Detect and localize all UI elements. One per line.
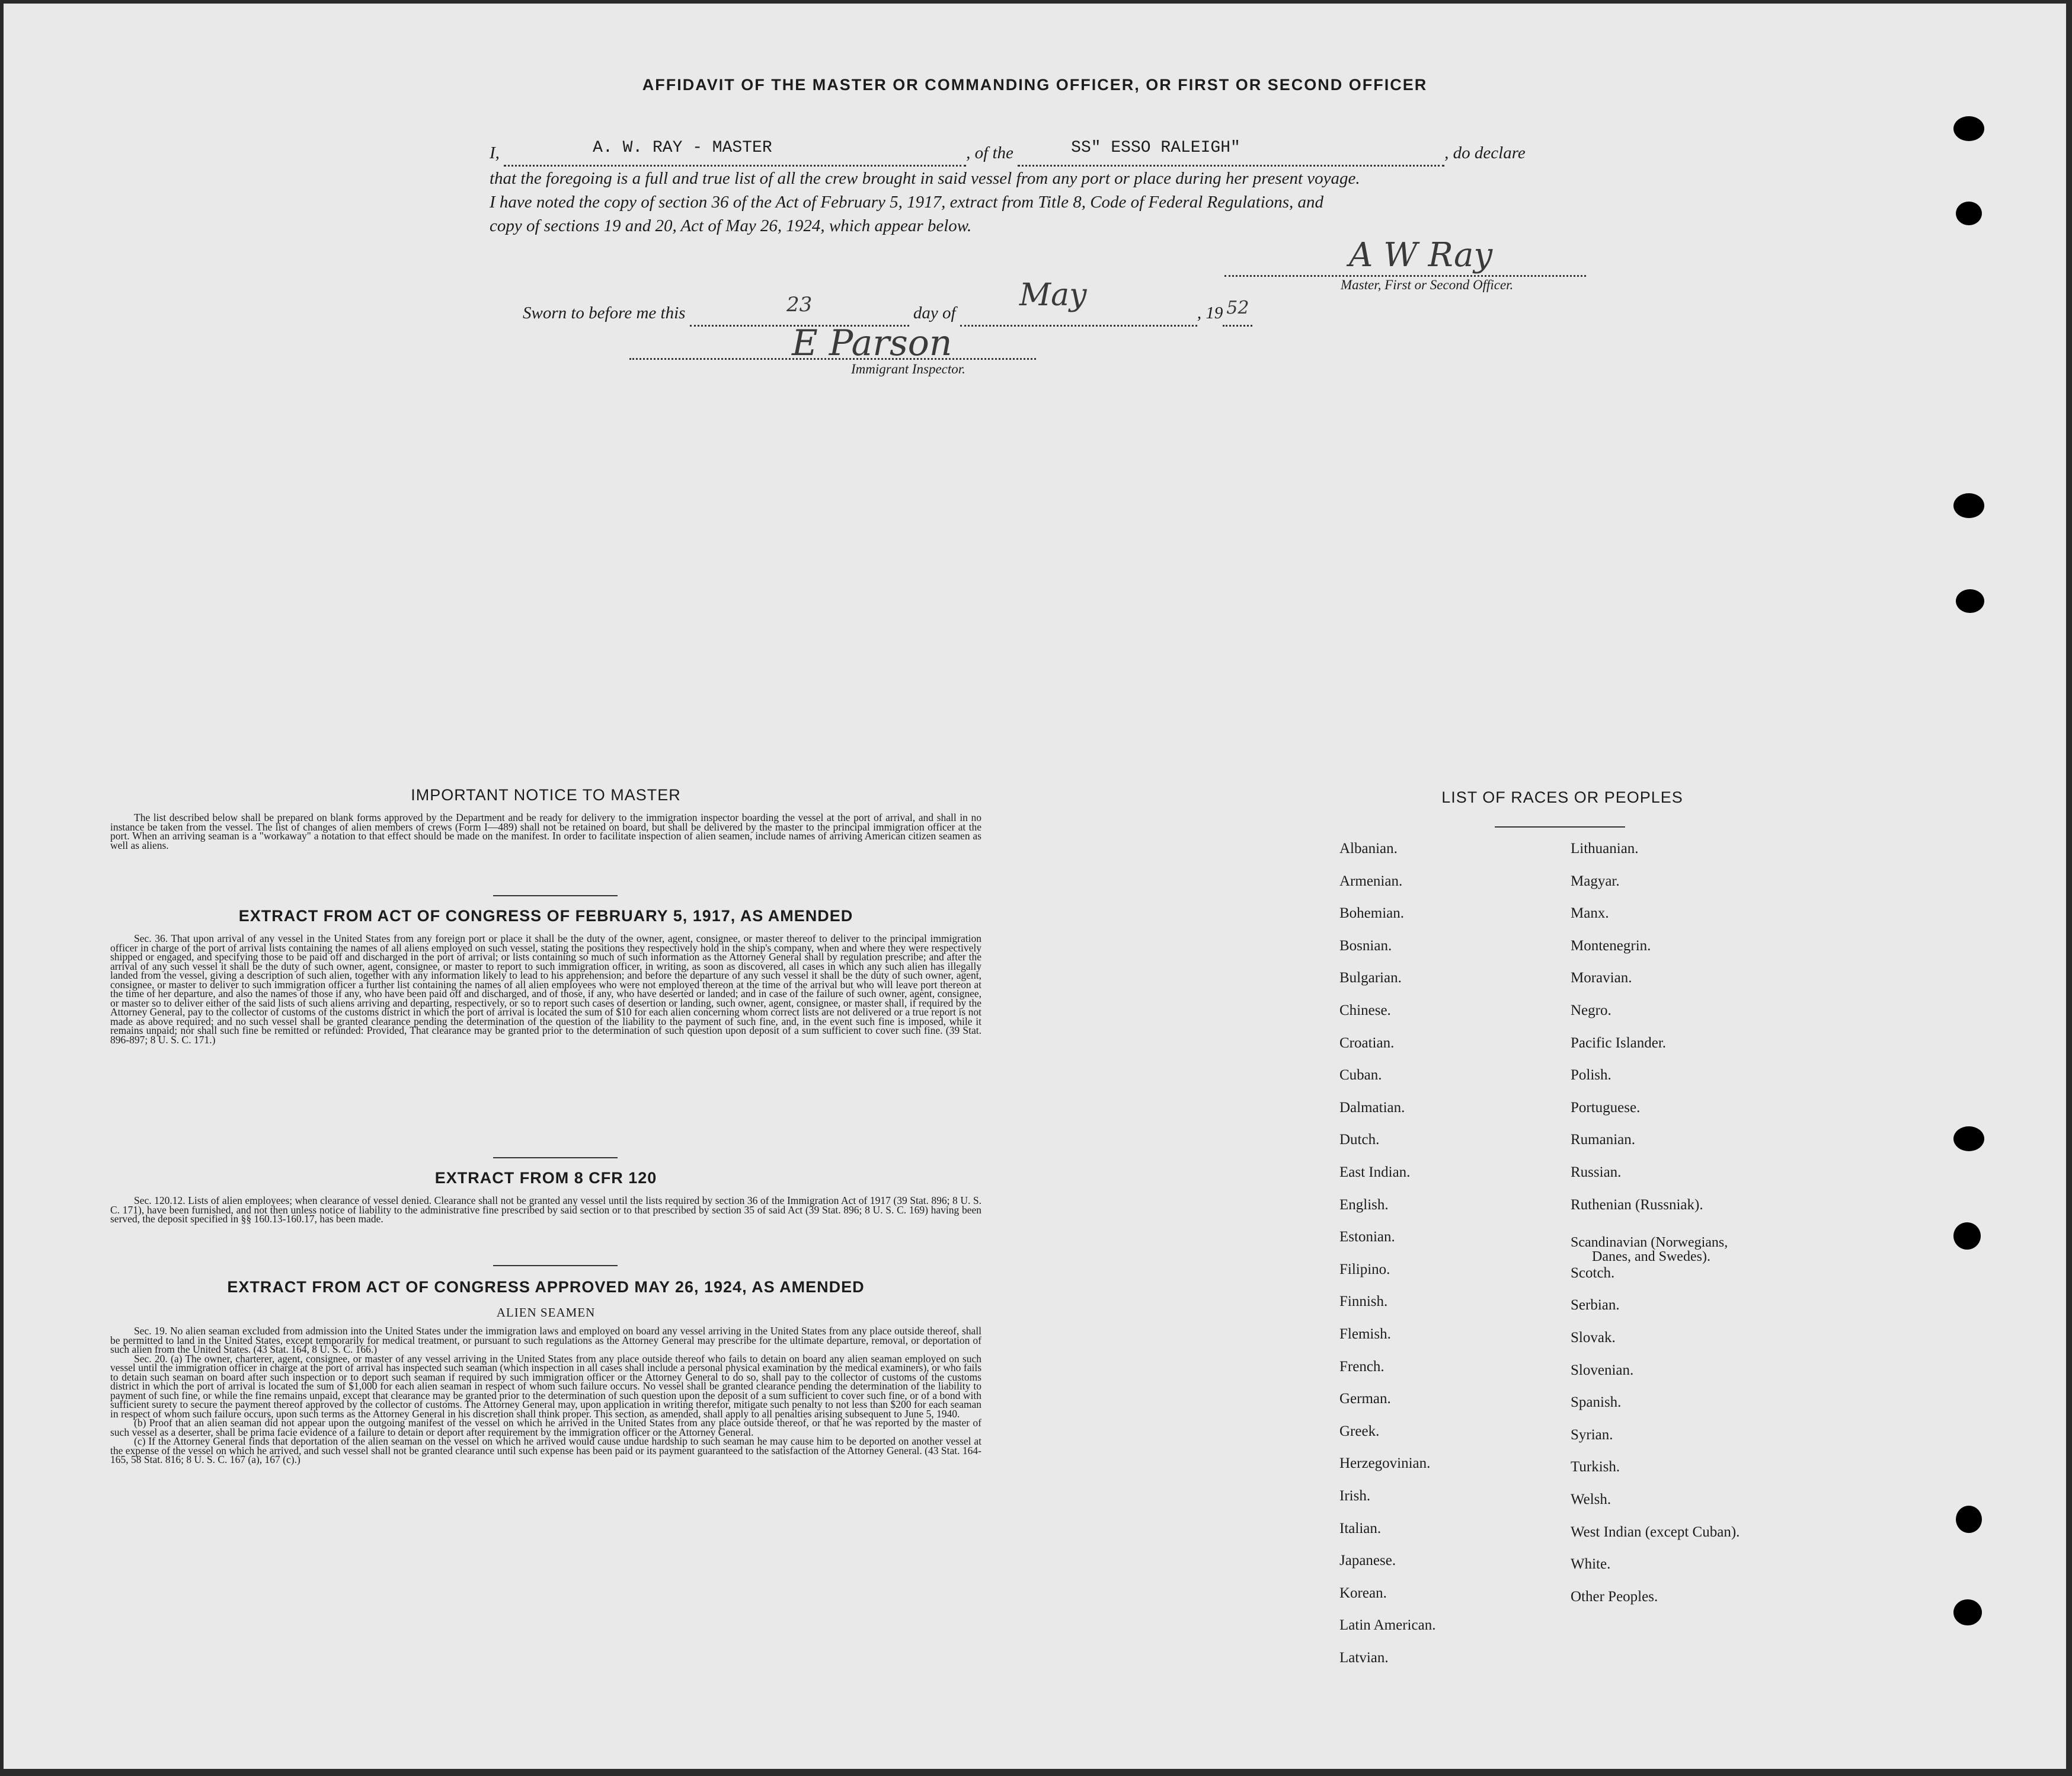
race-item: Other Peoples. <box>1571 1588 1658 1605</box>
race-item: White. <box>1571 1556 1611 1573</box>
punch-hole <box>1953 1126 1984 1151</box>
declaration-text: I, <box>490 143 500 162</box>
master-signature-line <box>1224 275 1586 277</box>
divider <box>493 895 618 896</box>
inspector-signature: E Parson <box>792 322 952 364</box>
punch-hole <box>1953 116 1984 141</box>
divider <box>1495 826 1625 828</box>
inspector-caption: Immigrant Inspector. <box>851 362 965 376</box>
race-item: Cuban. <box>1339 1067 1382 1084</box>
declaration-line-1 <box>490 141 1592 167</box>
divider <box>493 1265 618 1266</box>
race-item: Filipino. <box>1339 1261 1390 1277</box>
race-item: Spanish. <box>1571 1394 1622 1411</box>
race-item: Magyar. <box>1571 873 1620 889</box>
punch-hole <box>1956 589 1984 613</box>
extract-1917-text <box>110 934 981 1044</box>
race-item: Latin American. <box>1339 1617 1436 1634</box>
extract-1917-heading: EXTRACT FROM ACT OF CONGRESS OF FEBRUARY 5, 1917, AS AMENDED <box>238 907 853 925</box>
punch-hole <box>1953 493 1984 518</box>
year-field <box>1223 298 1252 327</box>
race-item: Lithuanian. <box>1571 841 1639 857</box>
race-item: Turkish. <box>1571 1459 1620 1475</box>
race-item: Estonian. <box>1339 1229 1395 1245</box>
race-item: Portuguese. <box>1571 1099 1641 1116</box>
race-item: Bosnian. <box>1339 937 1392 954</box>
race-item: Dutch. <box>1339 1132 1380 1148</box>
day-value: 23 <box>786 293 813 317</box>
extract-1924-heading: EXTRACT FROM ACT OF CONGRESS APPROVED MAY 26, 1924, AS AMENDED <box>227 1278 865 1296</box>
alien-seamen-subheading: ALIEN SEAMEN <box>496 1305 596 1320</box>
punch-hole <box>1953 1222 1981 1250</box>
vessel-field <box>1018 141 1444 167</box>
vessel-value: SS" ESSO RALEIGH" <box>1071 139 1240 157</box>
race-item: Danes, and Swedes). <box>1592 1249 1710 1265</box>
extract-cfr-heading: EXTRACT FROM 8 CFR 120 <box>434 1169 657 1187</box>
extract-cfr-text <box>110 1196 981 1224</box>
punch-hole <box>1956 1506 1982 1533</box>
races-heading: LIST OF RACES OR PEOPLES <box>1441 788 1683 806</box>
extract-1924-text <box>110 1327 981 1465</box>
section-36-paragraph: Sec. 36. That upon arrival of any vessel in the United States from any foreign port or place it shall be the duty of the owner, agent, consignee, or master thereof to deliver to the principal immigration officer in charge of the port of arrival lists containing the names of all aliens employed on such vessel, stating the positions they respectively hold in the ship's company, when and where they were respectively shipped or engaged, and specifying those to be paid off and discharged in the port of arrival; or lists containing so much of such information as the Attorney General shall by regulation prescribe; and after the arrival of any such vessel it shall be the duty of such owner, agent, consignee, or master to report to such immigration officer, in writing, as soon as discovered, all cases in which any such alien has illegally landed from the vessel, giving a description of such alien, together with any information likely to lead to his apprehension; and before the departure of any such vessel it shall be the duty of such owner, agent, consignee, or master to deliver to such immigration officer a further list containing the names of all alien employees who were not employed thereon at the time of the arrival but who will leave port thereon at the time of her departure, and also the names of those if any, who have been paid off and discharged, and of those, if any, who have deserted or landed; and in case of the failure of such owner, agent, consignee, or master so to deliver either of the said lists of such aliens arriving and departing, respectively, or so to report such cases of desertion or landing, such owner, agent, consignee, or master shall, if required by the Attorney General, pay to the collector of customs of the customs district in which the port of arrival is located the sum of $10 for each alien concerning whom correct lists are not delivered or a true report is not made as above required; and no such vessel shall be granted clearance pending the determination of the question of the liability to the payment of such fine, and, in the event such fine is imposed, while it remains unpaid; nor shall such fine be remitted or refunded: Provided, That clearance may be granted prior to the determination of such question upon deposit of a sum sufficient to cover such fine. (39 Stat. 896-897; 8 U. S. C. 171.) <box>110 932 981 1046</box>
sworn-text: day of <box>913 304 956 322</box>
race-item: Albanian. <box>1339 841 1398 857</box>
section-20c-paragraph: (c) If the Attorney General finds that deportation of the alien seaman on the vessel on which he arrived would cause undue hardship to such seaman he may cause him to be deported on another vessel at the expense of the vessel on which he arrived, and such vessel shall not be granted clearance until such expense has been paid or its payment guaranteed to the satisfaction of the Attorney General. (43 Stat. 164-165, 58 Stat. 816; 8 U. S. C. 167 (a), 167 (c).) <box>110 1435 981 1465</box>
race-item: English. <box>1339 1196 1389 1213</box>
sworn-text: , 19 <box>1197 304 1223 322</box>
race-item: Bulgarian. <box>1339 970 1402 986</box>
section-120-paragraph: Sec. 120.12. Lists of alien employees; when clearance of vessel denied. Clearance shall not be granted any vessel until the lists required by section 36 of the Immigration Act of 1917 (39 Stat. 896; 8 U. S. C. 171), have been furnished, and not then unless notice of liability to the administrative fine prescribed by said section or to that prescribed by section 35 of said Act (39 Stat. 896; 8 U. S. C. 169) having been served, the deposit specified in §§ 160.13-160.17, has been made. <box>110 1194 981 1225</box>
race-item: German. <box>1339 1391 1391 1407</box>
year-value: 52 <box>1226 298 1249 318</box>
race-item: Polish. <box>1571 1067 1611 1084</box>
declaration-line-3: I have noted the copy of section 36 of the Act of February 5, 1917, extract from Title 8, Code of Federal Regulations, and <box>490 193 1324 212</box>
master-signature: A W Ray <box>1349 236 1493 274</box>
declaration-line-4: copy of sections 19 and 20, Act of May 26, 1924, which appear below. <box>490 216 972 235</box>
race-item: Scotch. <box>1571 1264 1615 1281</box>
race-item: Flemish. <box>1339 1326 1391 1342</box>
race-item: Pacific Islander. <box>1571 1034 1667 1051</box>
notice-text <box>110 813 981 850</box>
race-item: Welsh. <box>1571 1491 1611 1507</box>
race-item: Bohemian. <box>1339 905 1405 922</box>
race-item: Italian. <box>1339 1520 1382 1537</box>
section-19-paragraph: Sec. 19. No alien seaman excluded from admission into the United States under the immigration laws and employed on board any vessel arriving in the United States from any place outside thereof, shall be permitted to land in the United States, except temporarily for medical treatment, or pursuant to such regulations as the Attorney General may prescribe for the ultimate departure, removal, or deportation of such alien from the United States. (43 Stat. 164, 8 U. S. C. 166.) <box>110 1325 981 1355</box>
notice-paragraph: The list described below shall be prepared on blank forms approved by the Department and be ready for delivery to the immigration inspector boarding the vessel at the port of arrival, and shall in no instance be taken from the vessel. The list of changes of alien members of crews (Form I—489) shall not be retained on board, but shall be delivered by the master to the principal immigration officer at the port. When an arriving seaman is a "workaway" a notation to that effect should be made on the manifest. In order to facilitate inspection of alien seamen, include names of arriving American citizen seamen as well as aliens. <box>110 812 981 851</box>
race-item: Latvian. <box>1339 1650 1389 1666</box>
declaration <box>490 141 1592 238</box>
declaration-text: , do declare <box>1444 143 1526 162</box>
month-field <box>960 277 1197 327</box>
race-item: Armenian. <box>1339 873 1403 889</box>
punch-hole <box>1953 1599 1982 1625</box>
race-item: West Indian (except Cuban). <box>1571 1523 1740 1540</box>
race-item: Chinese. <box>1339 1002 1391 1018</box>
race-item: Dalmatian. <box>1339 1099 1405 1116</box>
affidavit-title: AFFIDAVIT OF THE MASTER OR COMMANDING OFFICER, OR FIRST OR SECOND OFFICER <box>642 76 1428 94</box>
race-item: East Indian. <box>1339 1164 1411 1180</box>
race-item: Irish. <box>1339 1488 1371 1504</box>
name-field <box>504 141 966 167</box>
name-value: A. W. RAY - MASTER <box>593 139 772 157</box>
section-20a-paragraph: Sec. 20. (a) The owner, charterer, agent, consignee, or master of any vessel arriving in the United States from any place outside thereof who fails to detain on board any alien seaman employed on such vessel until the immigration officer in charge at the port of arrival has inspected such seaman (which inspection in all cases shall include a personal physical examination by the medical examiners), or who fails to detain such seaman on board after such inspection or to deport such seaman if required by such immigration officer or the Attorney General to do so, shall pay to the collector of customs of the customs district in which the port of arrival is located the sum of $1,000 for each alien seaman in respect of whom such failure occurs. No vessel shall be granted clearance pending the determination of the liability to payment of such fine, or while the fine remains unpaid, except that clearance may be granted prior to the determination of such question upon the deposit of a sum sufficient to cover such fine, or of a bond with sufficient surety to secure the payment thereof approved by the collector of customs. The Attorney General may, upon application in writing therefor, mitigate such penalty to not less than $200 for each seaman in respect of whom such failure occurs, upon such terms as the Attorney General in his discretion shall think proper. This section, as amended, shall apply to all penalties arising subsequent to June 5, 1940. <box>110 1352 981 1420</box>
race-item: Slovenian. <box>1571 1362 1634 1378</box>
divider <box>493 1157 618 1158</box>
sworn-text: Sworn to before me this <box>523 304 686 322</box>
race-item: Greek. <box>1339 1423 1380 1439</box>
race-item: Rumanian. <box>1571 1132 1636 1148</box>
inspector-signature-line <box>629 358 1036 360</box>
race-item: Serbian. <box>1571 1297 1620 1314</box>
race-item: Syrian. <box>1571 1426 1613 1443</box>
punch-hole <box>1956 202 1982 225</box>
race-item: Montenegrin. <box>1571 937 1651 954</box>
race-item: Manx. <box>1571 905 1609 922</box>
race-item: Japanese. <box>1339 1553 1396 1569</box>
race-item: Negro. <box>1571 1002 1611 1018</box>
race-item: Slovak. <box>1571 1330 1616 1346</box>
declaration-line-2: that the foregoing is a full and true list of all the crew brought in said vessel from any port or place during her present voyage. <box>490 169 1360 188</box>
document-page <box>4 4 2066 1769</box>
race-item: Herzegovinian. <box>1339 1455 1431 1472</box>
race-item: Croatian. <box>1339 1034 1395 1051</box>
month-value: May <box>1019 277 1087 313</box>
declaration-text: , of the <box>966 143 1013 162</box>
race-item: Finnish. <box>1339 1293 1388 1310</box>
notice-heading: IMPORTANT NOTICE TO MASTER <box>411 786 681 804</box>
race-item: Russian. <box>1571 1164 1622 1180</box>
race-item: Korean. <box>1339 1585 1387 1601</box>
race-item: Moravian. <box>1571 970 1632 986</box>
sworn-line <box>523 277 1412 327</box>
race-item: Ruthenian (Russniak). <box>1571 1196 1703 1213</box>
race-item: French. <box>1339 1358 1384 1375</box>
section-20b-paragraph: (b) Proof that an alien seaman did not appear upon the outgoing manifest of the vessel on which he arrived in the United States from any place outside thereof, or that he was reported by the master of such vessel as a deserter, shall be prima facie evidence of a failure to detain or deport after requirement by the immigration officer or the Attorney General. <box>110 1417 981 1438</box>
master-caption: Master, First or Second Officer. <box>1341 277 1514 292</box>
race-item: Scandinavian (Norwegians, <box>1571 1235 1728 1251</box>
